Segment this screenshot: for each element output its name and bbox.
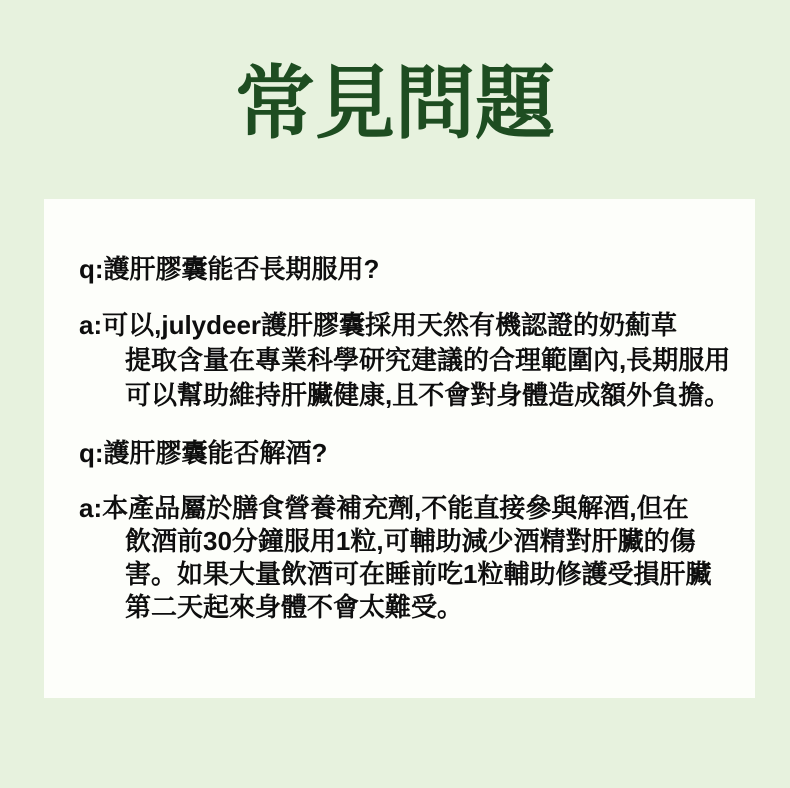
answer-line: 可以幫助維持肝臟健康,且不會對身體造成額外負擔。 [125,380,731,410]
answer-text [79,492,731,624]
answer-line: 提取含量在專業科學研究建議的合理範圍內,長期服用 [125,345,731,375]
answer-text [79,308,731,413]
answer-line: 第二天起來身體不會太難受。 [125,592,464,622]
answer-line: 害。如果大量飲酒可在睡前吃1粒輔助修護受損肝臟 [125,559,712,589]
answer-line: 飲酒前30分鐘服用1粒,可輔助減少酒精對肝臟的傷 [125,526,696,556]
page-title: 常見問題 [235,59,555,148]
answer-line: a:可以,julydeer護肝膠囊採用天然有機認證的奶薊草 [79,310,678,340]
faq-card [44,199,755,698]
qa-item-long-term-use [79,254,731,413]
qa-item-hangover-relief [79,438,731,624]
answer-line: a:本產品屬於膳食營養補充劑,不能直接參與解酒,但在 [79,493,689,523]
question-text: q:護肝膠囊能否長期服用? [79,254,380,284]
question-text: q:護肝膠囊能否解酒? [79,438,328,468]
